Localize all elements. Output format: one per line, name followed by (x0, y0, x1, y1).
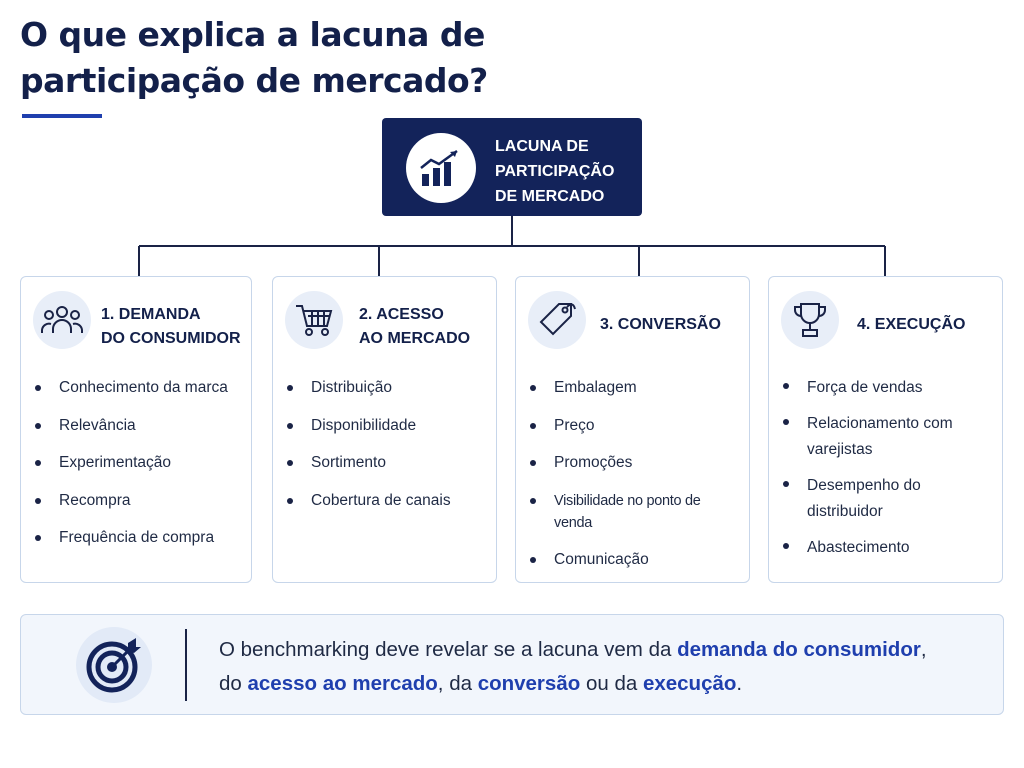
card-list (35, 377, 243, 565)
growth-chart-icon (406, 133, 476, 203)
list-item: Embalagem (530, 377, 741, 399)
list-item: Força de vendas (783, 375, 994, 401)
summary-text-part: O benchmarking deve revelar se a lacuna vem da (219, 638, 678, 661)
card-title (101, 303, 241, 351)
page-title-line-1: O que explica a lacuna de (20, 15, 485, 54)
summary-highlight: demanda do consumidor (677, 638, 921, 661)
list-item: Distribuição (287, 377, 488, 399)
card-conversion (515, 276, 750, 583)
summary-box (20, 614, 1004, 715)
list-item: Promoções (530, 452, 741, 474)
root-label-line-1: LACUNA DE (495, 138, 589, 155)
summary-text-part: , da (437, 672, 478, 695)
list-item: Sortimento (287, 452, 488, 474)
list-item: Abastecimento (783, 535, 994, 561)
list-item: Frequência de compra (35, 527, 243, 549)
shopping-cart-icon (285, 291, 343, 349)
card-list (287, 377, 488, 527)
card-list (783, 375, 994, 571)
card-market-access (272, 276, 497, 583)
title-underline (22, 114, 102, 118)
list-item: Relacionamento com varejistas (783, 411, 953, 463)
list-item: Disponibilidade (287, 415, 488, 437)
trophy-icon (781, 291, 839, 349)
list-item: Visibilidade no ponto de venda (530, 490, 741, 534)
people-icon (33, 291, 91, 349)
summary-text-part: . (736, 672, 743, 695)
page-title (20, 12, 620, 104)
list-item: Experimentação (35, 452, 243, 474)
list-item: Desempenho do distribuidor (783, 473, 994, 525)
card-title-line-1: 4. EXECUÇÃO (857, 316, 966, 333)
list-item: Cobertura de canais (287, 490, 488, 512)
card-title-line-1: 3. CONVERSÃO (600, 316, 721, 333)
summary-text-part: , (920, 638, 927, 661)
card-execution (768, 276, 1003, 583)
card-consumer-demand (20, 276, 252, 583)
card-title-line-1: 2. ACESSO (359, 306, 444, 323)
card-title-line-2: DO CONSUMIDOR (101, 330, 241, 347)
list-item: Conhecimento da marca (35, 377, 243, 399)
summary-highlight: acesso ao mercado (247, 672, 438, 695)
root-label-line-3: DE MERCADO (495, 188, 605, 205)
summary-text-part: do (219, 672, 248, 695)
list-item: Recompra (35, 490, 243, 512)
price-tag-icon (528, 291, 586, 349)
summary-text-part: ou da (580, 672, 643, 695)
list-item: Preço (530, 415, 741, 437)
card-title-line-2: AO MERCADO (359, 330, 471, 347)
summary-text (219, 633, 979, 701)
card-list (530, 377, 741, 587)
summary-line-2 (219, 667, 979, 701)
card-title (600, 313, 721, 337)
root-label-line-2: PARTICIPAÇÃO (495, 163, 615, 180)
target-icon (76, 627, 152, 703)
root-node (382, 118, 642, 216)
card-title (359, 303, 470, 351)
list-item: Relevância (35, 415, 243, 437)
summary-highlight: execução (642, 672, 737, 695)
page-title-line-2: participação de mercado? (20, 61, 488, 100)
card-title-line-1: 1. DEMANDA (101, 306, 201, 323)
card-title (857, 313, 965, 337)
summary-highlight: conversão (477, 672, 581, 695)
list-item: Comunicação (530, 549, 741, 571)
summary-line-1 (219, 633, 979, 667)
root-label (495, 134, 635, 209)
divider (185, 629, 187, 701)
